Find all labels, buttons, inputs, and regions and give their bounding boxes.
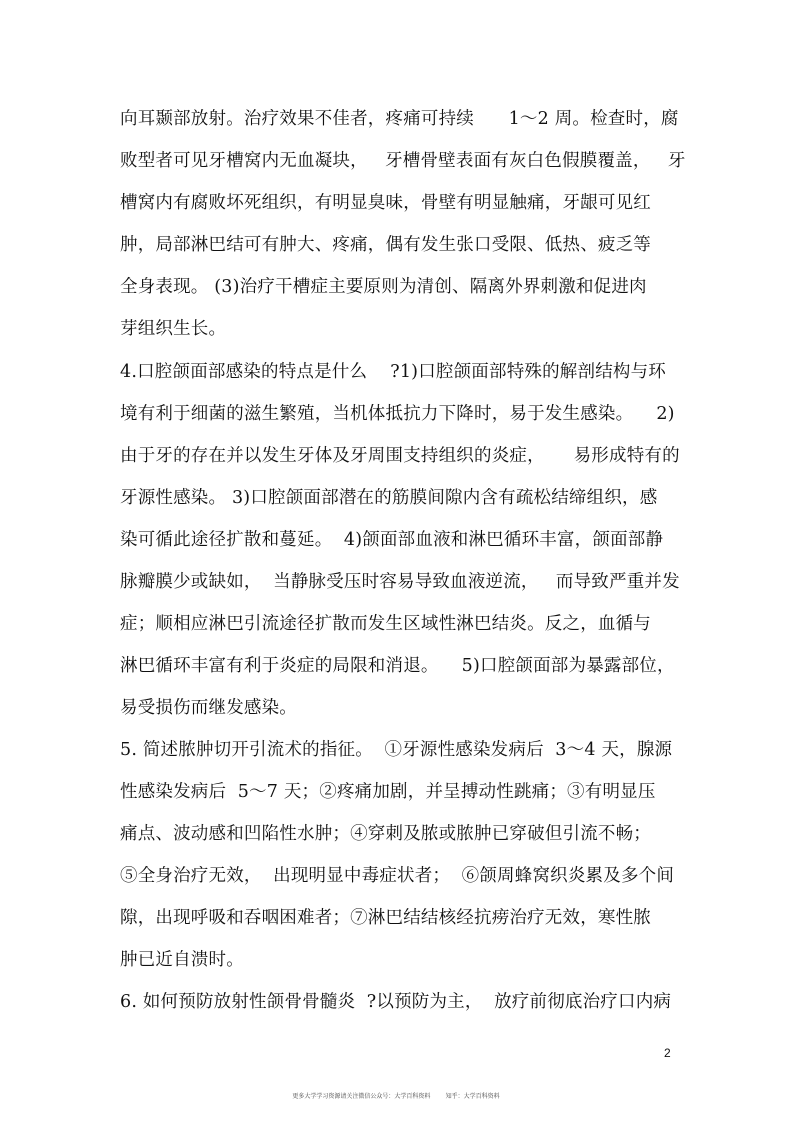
footer-note: 更多大学学习资源请关注微信公众号：大学百科资料 知乎：大学百科资料 bbox=[292, 1093, 500, 1100]
text-line: 隙，出现呼吸和吞咽困难者；⑦淋巴结结核经抗痨治疗无效，寒性脓 bbox=[120, 908, 651, 928]
text-line: 肿已近自溃时。 bbox=[120, 950, 244, 970]
text-line: 淋巴循环丰富有利于炎症的局限和消退。 5)口腔颌面部为暴露部位， bbox=[120, 656, 675, 676]
text-line: 肿，局部淋巴结可有肿大、疼痛，偶有发生张口受限、低热、疲乏等 bbox=[120, 235, 651, 255]
question-heading-5: 5. 简述脓肿切开引流术的指征。 ①牙源性感染发病后 3～4 天，腺源 bbox=[120, 740, 673, 760]
text-line: 症；顺相应淋巴引流途径扩散而发生区域性淋巴结炎。反之，血循与 bbox=[120, 614, 651, 634]
text-line: 槽窝内有腐败坏死组织，有明显臭味，骨壁有明显触痛，牙龈可见红 bbox=[120, 193, 651, 213]
text-line: 由于牙的存在并以发生牙体及牙周围支持组织的炎症， 易形成特有的 bbox=[120, 446, 680, 466]
text-line: 向耳颞部放射。治疗效果不佳者，疼痛可持续 1～2 周。检查时，腐 bbox=[120, 109, 679, 129]
text-line: 境有利于细菌的滋生繁殖，当机体抵抗力下降时，易于发生感染。 2) bbox=[120, 404, 675, 424]
text-line: 牙源性感染。 3)口腔颌面部潜在的筋膜间隙内含有疏松结缔组织，感 bbox=[120, 488, 658, 508]
text-line: 芽组织生长。 bbox=[120, 319, 227, 339]
page-number: 2 bbox=[664, 1046, 671, 1060]
text-line: 痛点、波动感和凹陷性水肿；④穿刺及脓或脓肿已穿破但引流不畅； bbox=[120, 824, 651, 844]
question-heading-4: 4.口腔颌面部感染的特点是什么 ?1)口腔颌面部特殊的解剖结构与环 bbox=[120, 362, 666, 382]
text-line: 染可循此途径扩散和蔓延。 4)颌面部血液和淋巴循环丰富，颌面部静 bbox=[120, 530, 664, 550]
text-line: 败型者可见牙槽窝内无血凝块， 牙槽骨壁表面有灰白色假膜覆盖， 牙 bbox=[120, 151, 686, 171]
text-line: 易受损伤而继发感染。 bbox=[120, 698, 297, 718]
text-line: ⑤全身治疗无效， 出现明显中毒症状者； ⑥颌周蜂窝织炎累及多个间 bbox=[120, 866, 675, 886]
question-heading-6: 6. 如何预防放射性颌骨骨髓炎 ?以预防为主， 放疗前彻底治疗口内病 bbox=[120, 992, 672, 1012]
text-line: 脉瓣膜少或缺如， 当静脉受压时容易导致血液逆流， 而导致严重并发 bbox=[120, 572, 680, 592]
text-line: 性感染发病后 5～7 天；②疼痛加剧，并呈搏动性跳痛；③有明显压 bbox=[120, 782, 656, 802]
text-line: 全身表现。 (3)治疗干槽症主要原则为清创、隔离外界刺激和促进肉 bbox=[120, 277, 647, 297]
